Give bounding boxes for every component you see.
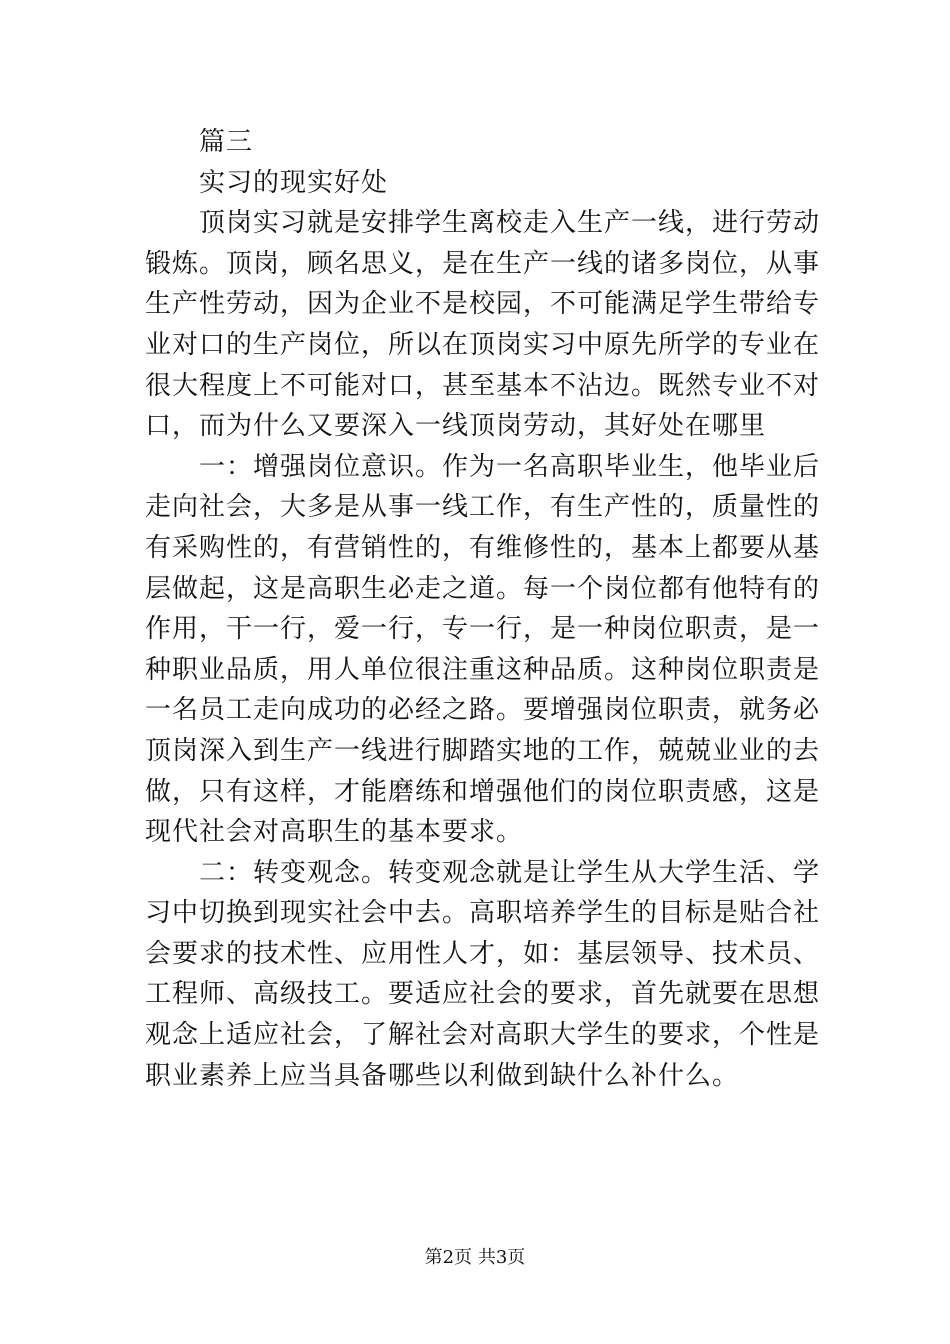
text-line: 口，而为什么又要深入一线顶岗劳动，其好处在哪里 — [145, 411, 767, 442]
text-line: 层做起，这是高职生必走之道。每一个岗位都有他特有的 — [145, 573, 821, 604]
text-line: 职业素养上应当具备哪些以利做到缺什么补什么。 — [145, 1060, 740, 1091]
text-line: 作用，干一行，爱一行，专一行，是一种岗位职责，是一 — [145, 614, 821, 645]
section-heading: 篇三 — [145, 127, 254, 157]
text-line: 一名员工走向成功的必经之路。要增强岗位职责，就务必 — [145, 695, 821, 726]
text-line: 习中切换到现实社会中去。高职培养学生的目标是贴合社 — [145, 898, 821, 929]
text-line: 顶岗深入到生产一线进行脚踏实地的工作，兢兢业业的去 — [145, 735, 821, 766]
text-line: 一：增强岗位意识。作为一名高职毕业生，他毕业后 — [145, 451, 821, 482]
text-line: 有采购性的，有营销性的，有维修性的，基本上都要从基 — [145, 532, 821, 563]
document-body — [145, 122, 821, 1096]
text-line: 做，只有这样，才能磨练和增强他们的岗位职责感，这是 — [145, 776, 821, 807]
text-line: 种职业品质，用人单位很注重这种品质。这种岗位职责是 — [145, 654, 821, 685]
text-line: 生产性劳动，因为企业不是校园，不可能满足学生带给专 — [145, 289, 821, 320]
text-line: 业对口的生产岗位，所以在顶岗实习中原先所学的专业在 — [145, 329, 821, 360]
article-title: 实习的现实好处 — [145, 167, 389, 198]
text-line: 锻炼。顶岗，顾名思义，是在生产一线的诸多岗位，从事 — [145, 248, 821, 279]
text-line: 二：转变观念。转变观念就是让学生从大学生活、学 — [145, 857, 821, 888]
text-line: 很大程度上不可能对口，甚至基本不沾边。既然专业不对 — [145, 370, 821, 401]
text-line: 现代社会对高职生的基本要求。 — [145, 817, 524, 848]
text-line: 会要求的技术性、应用性人才，如：基层领导、技术员、 — [145, 938, 821, 969]
text-line: 观念上适应社会，了解社会对高职大学生的要求，个性是 — [145, 1020, 821, 1051]
text-line: 工程师、高级技工。要适应社会的要求，首先就要在思想 — [145, 979, 821, 1010]
page-number-footer: 第2页 共3页 — [424, 1247, 526, 1268]
text-line: 走向社会，大多是从事一线工作，有生产性的，质量性的 — [145, 492, 821, 523]
text-line: 顶岗实习就是安排学生离校走入生产一线，进行劳动 — [145, 208, 821, 239]
